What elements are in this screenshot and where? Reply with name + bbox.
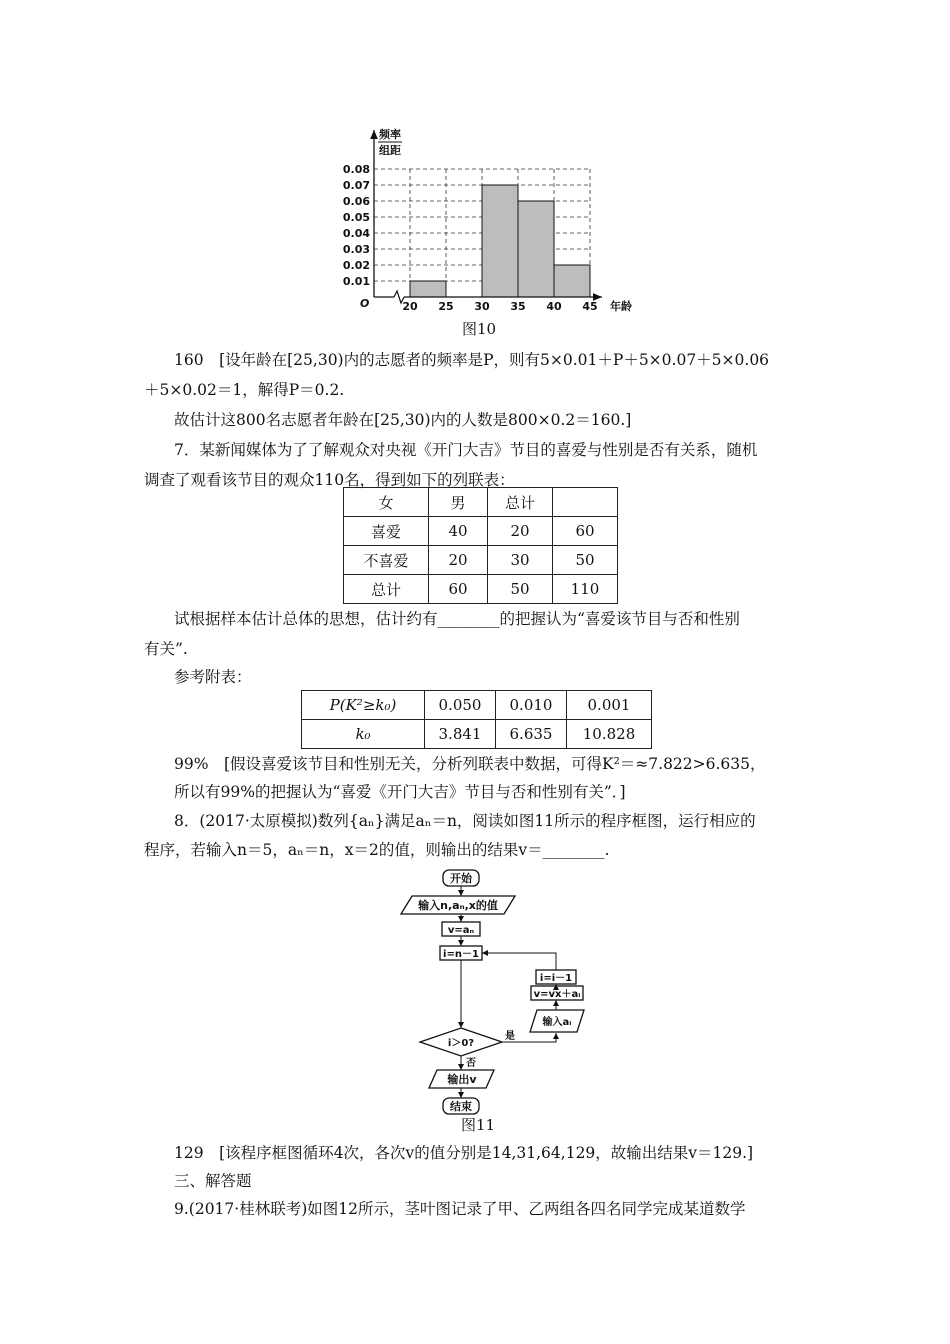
answer-6-line1: 160 [设年龄在[25,30)内的志愿者的频率是P，则有5×0.01＋P＋5×0.07＋5×0.06	[174, 351, 770, 369]
y-tick-label: 0.02	[342, 259, 370, 272]
table-cell: 20	[488, 517, 553, 546]
flow-output-text: 输出v	[447, 1073, 477, 1086]
x-tick-label: 45	[582, 300, 598, 313]
histogram-bar	[554, 265, 590, 297]
table-cell: 0.001	[567, 691, 652, 720]
figure-11-caption: 图11	[461, 1116, 496, 1134]
reference-table	[301, 690, 652, 749]
section-3-heading: 三、解答题	[174, 1172, 252, 1190]
q7-answer-line2: 所以有99%的把握认为“喜爱《开门大吉》节目与否和性别有关”．]	[174, 783, 626, 801]
y-tick-label: 0.07	[342, 179, 370, 192]
q9-line1: 9.(2017·桂林联考)如图12所示，茎叶图记录了甲、乙两组各四名同学完成某道数学	[174, 1200, 746, 1218]
y-tick-label: 0.08	[342, 163, 370, 176]
q8-line1: 8．(2017·太原模拟)数列{aₙ}满足aₙ＝n，阅读如图11所示的程序框图，运行相应的	[174, 812, 756, 830]
table-cell: 20	[429, 546, 488, 575]
table-cell: 110	[553, 575, 618, 604]
flow-assign-i-text: i=n－1	[443, 949, 479, 960]
table-cell: 不喜爱	[344, 546, 429, 575]
q7-answer-line1: 99% [假设喜爱该节目和性别无关，分析列联表中数据，可得K²＝≈7.822>6.635，	[174, 755, 766, 773]
contingency-table	[343, 487, 618, 604]
table-cell: 男	[429, 488, 488, 517]
table-cell: 0.050	[425, 691, 496, 720]
q7-line1: 7．某新闻媒体为了了解观众对央视《开门大吉》节目的喜爱与性别是否有关系，随机	[174, 441, 758, 459]
y-tick-label: 0.05	[342, 211, 370, 224]
answer-6-line2: ＋5×0.02＝1，解得P＝0.2.	[144, 381, 345, 399]
x-tick-label: 35	[510, 300, 526, 313]
histogram-bar	[410, 281, 446, 297]
table-cell: P(K²≥k₀)	[302, 691, 425, 720]
table-cell: 50	[553, 546, 618, 575]
x-tick-label: 20	[402, 300, 418, 313]
q7-line3: 试根据样本估计总体的思想，估计约有________的把握认为“喜爱该节目与否和性别	[174, 610, 740, 628]
q8-line2: 程序，若输入n＝5，aₙ＝n，x＝2的值，则输出的结果v＝________.	[144, 841, 610, 859]
table-cell: 60	[429, 575, 488, 604]
table-cell: 总计	[488, 488, 553, 517]
flow-end-text: 结束	[450, 1100, 472, 1113]
x-axis-label: 年龄	[610, 300, 632, 313]
q7-ref-label: 参考附表：	[174, 668, 252, 686]
q8-answer: 129 [该程序框图循环4次，各次v的值分别是14,31,64,129，故输出结果v＝129.]	[174, 1144, 754, 1162]
table-cell: 10.828	[567, 720, 652, 749]
table-cell: 0.010	[496, 691, 567, 720]
table-row	[302, 691, 652, 720]
table-row	[344, 517, 618, 546]
table-cell: 总计	[344, 575, 429, 604]
y-axis-label-bottom: 组距	[379, 144, 401, 157]
y-tick-label: 0.04	[342, 227, 370, 240]
origin-label: O	[360, 297, 370, 310]
table-row	[344, 546, 618, 575]
flow-assign-v-text: v=aₙ	[447, 925, 475, 936]
table-cell: k₀	[302, 720, 425, 749]
flow-input-text: 输入n,aₙ,x的值	[418, 899, 498, 912]
answer-6-line3: 故估计这800名志愿者年龄在[25,30)内的人数是800×0.2＝160.]	[174, 411, 632, 429]
flow-condition-text: i＞0?	[447, 1038, 475, 1049]
table-cell: 女	[344, 488, 429, 517]
table-cell: 50	[488, 575, 553, 604]
q7-line4: 有关”.	[144, 640, 188, 658]
histogram-figure-10	[0, 0, 950, 330]
y-tick-label: 0.06	[342, 195, 370, 208]
flow-update-i-text: i=i－1	[539, 973, 573, 984]
flow-start-text: 开始	[450, 872, 472, 885]
table-cell: 喜爱	[344, 517, 429, 546]
table-cell: 60	[553, 517, 618, 546]
x-tick-label: 30	[474, 300, 490, 313]
histogram-bar	[518, 201, 554, 297]
table-cell: 3.841	[425, 720, 496, 749]
figure-10-caption: 图10	[462, 320, 497, 338]
histogram-bar	[482, 185, 518, 297]
x-tick-label: 40	[546, 300, 562, 313]
table-row	[302, 720, 652, 749]
y-tick-label: 0.01	[342, 275, 370, 288]
table-cell: 30	[488, 546, 553, 575]
flow-update-v-text: v=vx＋aᵢ	[533, 989, 581, 1000]
flowchart-figure-11	[0, 862, 950, 1122]
y-tick-label: 0.03	[342, 243, 370, 256]
table-row	[344, 575, 618, 604]
q7-line2: 调查了观看该节目的观众110名，得到如下的列联表：	[144, 471, 515, 489]
x-tick-label: 25	[438, 300, 454, 313]
table-cell: 6.635	[496, 720, 567, 749]
table-row	[344, 488, 618, 517]
flow-yes-label: 是	[505, 1031, 515, 1042]
flow-no-label: 否	[466, 1058, 476, 1069]
y-axis-label-top: 频率	[379, 128, 401, 141]
flow-input-ai-text: 输入aᵢ	[542, 1017, 572, 1028]
table-cell	[553, 488, 618, 517]
table-cell: 40	[429, 517, 488, 546]
